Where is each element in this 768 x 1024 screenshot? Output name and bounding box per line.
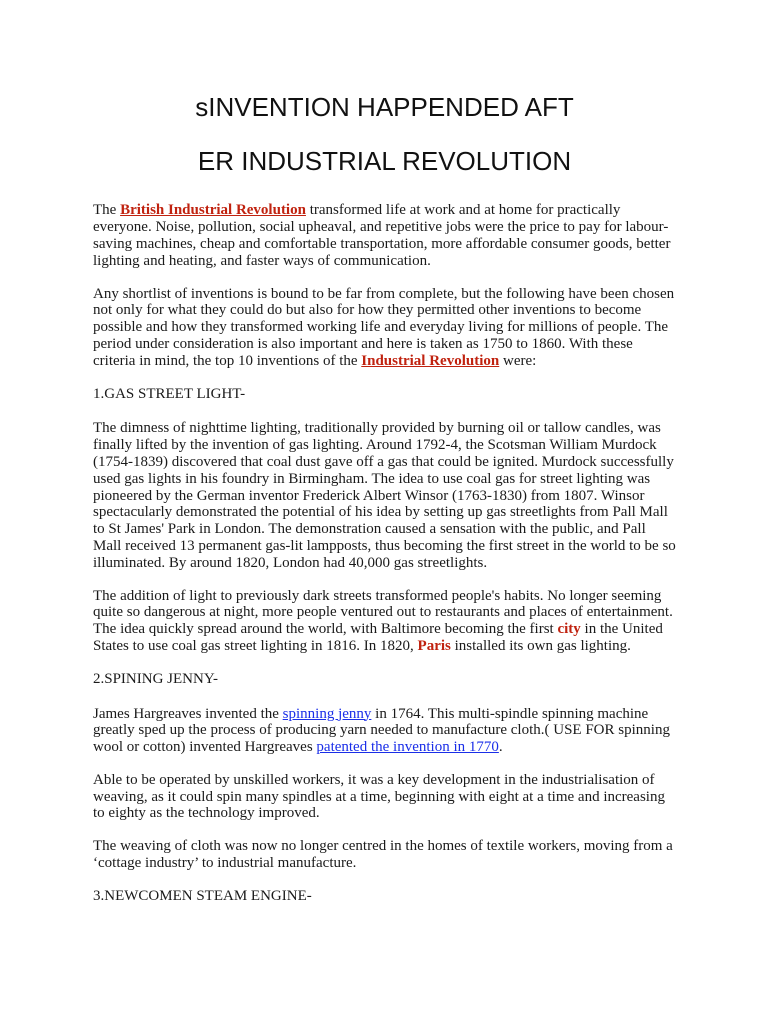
section2-paragraph1	[93, 706, 676, 756]
shortlist-text-end: were:	[499, 352, 537, 369]
section3-heading: 3.NEWCOMEN STEAM ENGINE-	[93, 887, 312, 904]
intro-text-end: transformed life at work and at home for practically everyone. Noise, pollution, social upheaval, and repetitive jobs were the price to pay for labour-saving machines, cheap and comfortable transportation, more affordable consumer goods, better lighting and heating, and faster ways of communication.	[93, 202, 671, 269]
section2-heading: 2.SPINING JENNY-	[93, 670, 219, 687]
document-body	[93, 202, 676, 904]
city-highlight[interactable]: city	[557, 621, 581, 638]
intro-text-start: The	[93, 202, 121, 219]
shortlist-paragraph	[93, 286, 676, 370]
section1-heading: 1.GAS STREET LIGHT-	[93, 385, 246, 402]
shortlist-text-start: Any shortlist of inventions is bound to be far from complete, but the following have been chosen not only for what they could do but also for how they permitted other inventions to become possible and how they transformed working life and everyday living for millions of people. The period under consideration is also important and here is taken as 1750 to 1860. With these criteria in mind, the top 10 inventions of the	[93, 285, 675, 369]
industrial-revolution-link[interactable]: Industrial Revolution	[361, 352, 500, 369]
section1-paragraph1: The dimness of nighttime lighting, traditionally provided by burning oil or tallow candles, was finally lifted by the invention of gas lighting. Around 1792-4, the Scotsman William Murdock (1754-1839) discovered that coal dust gave off a gas that could be ignited. Murdock successfully used gas lights in his foundry in Birmingham. The idea to use coal gas for street lighting was pioneered by the German inventor Frederick Albert Winsor (1763-1830) from 1807. Winsor spectacularly demonstrated the potential of his idea by setting up gas streetlights from Pall Mall to St James' Park in London. The demonstration caused a sensation with the public, and Pall Mall received 13 permanent gas-lit lampposts, thus becoming the first street in the world to be so illuminated. By around 1820, London had 40,000 gas streetlights.	[93, 420, 676, 571]
section1-p2-text-c: installed its own gas lighting.	[450, 637, 631, 654]
intro-paragraph	[93, 202, 676, 269]
section1-p2-text-b: in the United States to use coal gas street lighting in 1816. In 1820,	[93, 621, 663, 654]
document-title-line2: ER INDUSTRIAL REVOLUTION	[197, 146, 572, 177]
document-title-line1: sINVENTION HAPPENDED AFT	[195, 92, 574, 122]
section2-paragraph2: Able to be operated by unskilled workers, it was a key development in the industrialisation of weaving, as it could spin many spindles at a time, beginning with eight at a time and increasing to eighty as the technology improved.	[93, 771, 665, 822]
section2-paragraph3: The weaving of cloth was now no longer centred in the homes of textile workers, moving from a ‘cottage industry’ to industrial manufacture.	[93, 838, 673, 872]
paris-highlight[interactable]: Paris	[417, 637, 451, 654]
section2-p1-text-b: in 1764. This multi-spindle spinning machine greatly sped up the process of producing yarn needed to manufacture cloth.( USE FOR spinning wool or cotton) invented Hargreaves	[93, 705, 670, 756]
patented-invention-link[interactable]: patented the invention in 1770	[316, 739, 499, 756]
section2-p1-text-c: .	[498, 739, 503, 756]
section1-paragraph2	[93, 588, 676, 655]
spinning-jenny-link[interactable]: spinning jenny	[282, 705, 372, 722]
section1-p2-text-a: The addition of light to previously dark streets transformed people's habits. No longer seeming quite so dangerous at night, more people ventured out to restaurants and places of entertainment. The idea quickly spread around the world, with Baltimore becoming the first	[93, 587, 673, 638]
british-industrial-revolution-link[interactable]: British Industrial Revolution	[120, 202, 306, 219]
section2-p1-text-a: James Hargreaves invented the	[93, 705, 283, 722]
